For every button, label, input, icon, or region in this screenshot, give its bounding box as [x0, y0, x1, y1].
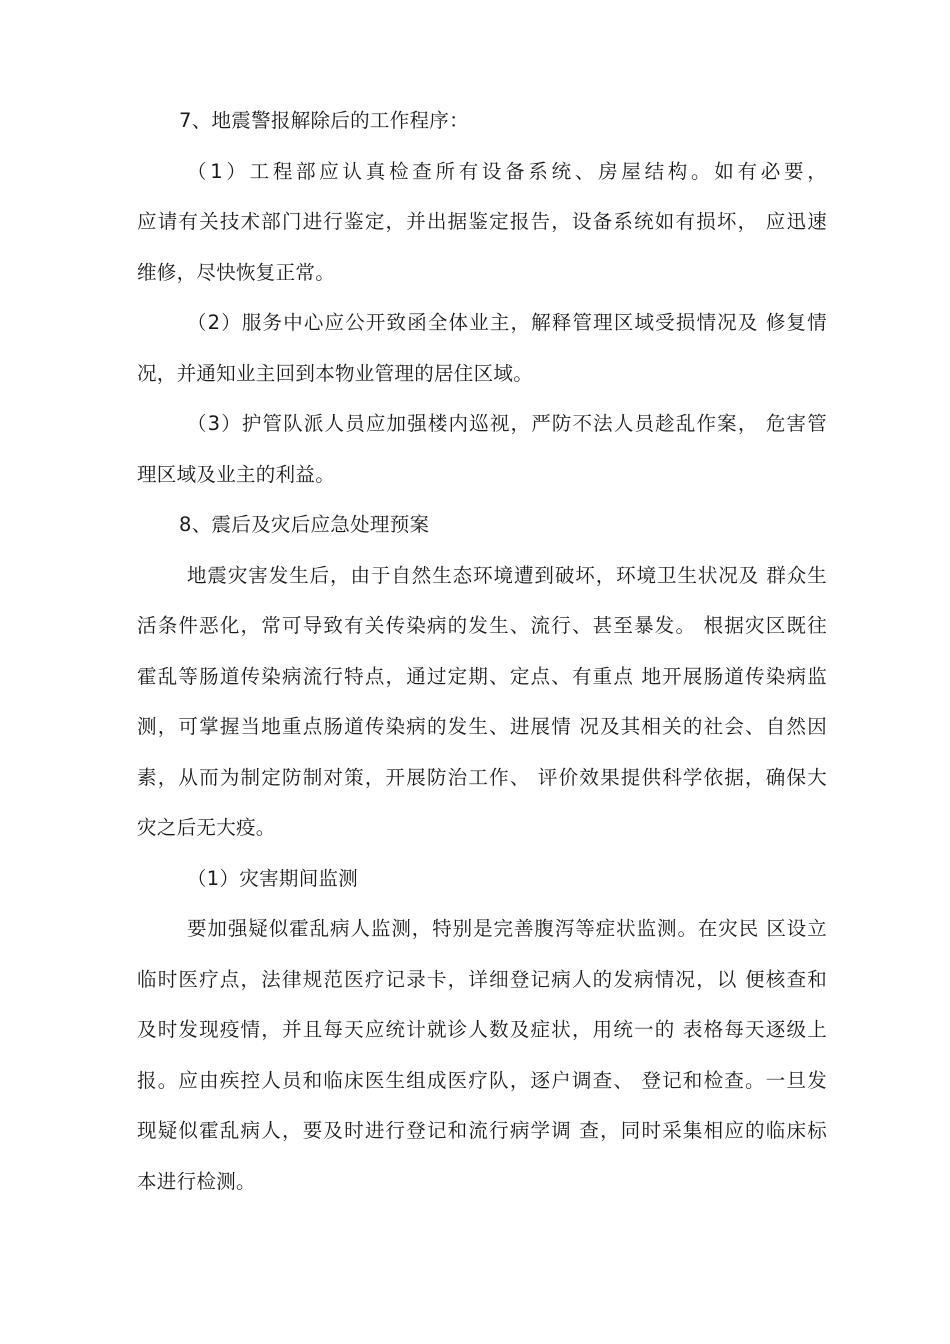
- para-8-1-line-5: 现疑似霍乱病人，要及时进行登记和流行病学调 查，同时采集相应的临床标: [137, 1119, 827, 1142]
- para-8-intro-line-5: 素，从而为制定防制对策，开展防治工作、 评价效果提供科学依据，确保大: [137, 765, 827, 789]
- item-7-2-line-2: 况，并通知业主回到本物业管理的居住区域。: [137, 361, 534, 385]
- document-body: [137, 96, 827, 1207]
- para-8-intro-line-4: 测，可掌握当地重点肠道传染病的发生、进展情 况及其相关的社会、自然因: [137, 715, 827, 738]
- para-8-intro-line-2: 活条件恶化，常可导致有关传染病的发生、流行、甚至暴发。 根据灾区既往: [137, 614, 827, 637]
- para-8-1-line-1: 要加强疑似霍乱病人监测，特别是完善腹泻等症状监测。在灾民 区设立: [187, 917, 827, 940]
- para-8-1-line-6: 本进行检测。: [137, 1169, 256, 1193]
- item-7-1-line-1: （1）工程部应认真检查所有设备系统、房屋结构。如有必要，: [187, 159, 827, 183]
- item-8-1-heading: （1）灾害期间监测: [187, 866, 359, 890]
- item-7-1-line-2: 应请有关技术部门进行鉴定，并出据鉴定报告，设备系统如有损坏， 应迅速: [137, 210, 827, 233]
- para-8-1-line-2: 临时医疗点，法律规范医疗记录卡，详细登记病人的发病情况，以 便核查和: [137, 967, 827, 991]
- item-7-2-line-1: （2）服务中心应公开致函全体业主，解释管理区域受损情况及 修复情: [187, 311, 827, 334]
- item-7-3-line-2: 理区域及业主的利益。: [137, 462, 336, 486]
- item-7-3-line-1: （3）护管队派人员应加强楼内巡视，严防不法人员趁乱作案， 危害管: [187, 412, 827, 435]
- para-8-intro-line-6: 灾之后无大疫。: [137, 816, 276, 839]
- heading-8: 8、震后及灾后应急处理预案: [179, 513, 430, 536]
- para-8-1-line-4: 报。应由疾控人员和临床医生组成医疗队，逐户调查、 登记和检查。一旦发: [137, 1068, 827, 1092]
- item-7-1-line-3: 维修，尽快恢复正常。: [137, 260, 336, 284]
- para-8-intro-line-1: 地震灾害发生后，由于自然生态环境遭到破坏，环境卫生状况及 群众生: [187, 563, 827, 587]
- para-8-intro-line-3: 霍乱等肠道传染病流行特点，通过定期、定点、有重点 地开展肠道传染病监: [137, 664, 827, 688]
- heading-7: 7、地震警报解除后的工作程序：: [179, 109, 469, 132]
- para-8-1-line-3: 及时发现疫情，并且每天应统计就诊人数及症状，用统一的 表格每天逐级上: [137, 1018, 827, 1041]
